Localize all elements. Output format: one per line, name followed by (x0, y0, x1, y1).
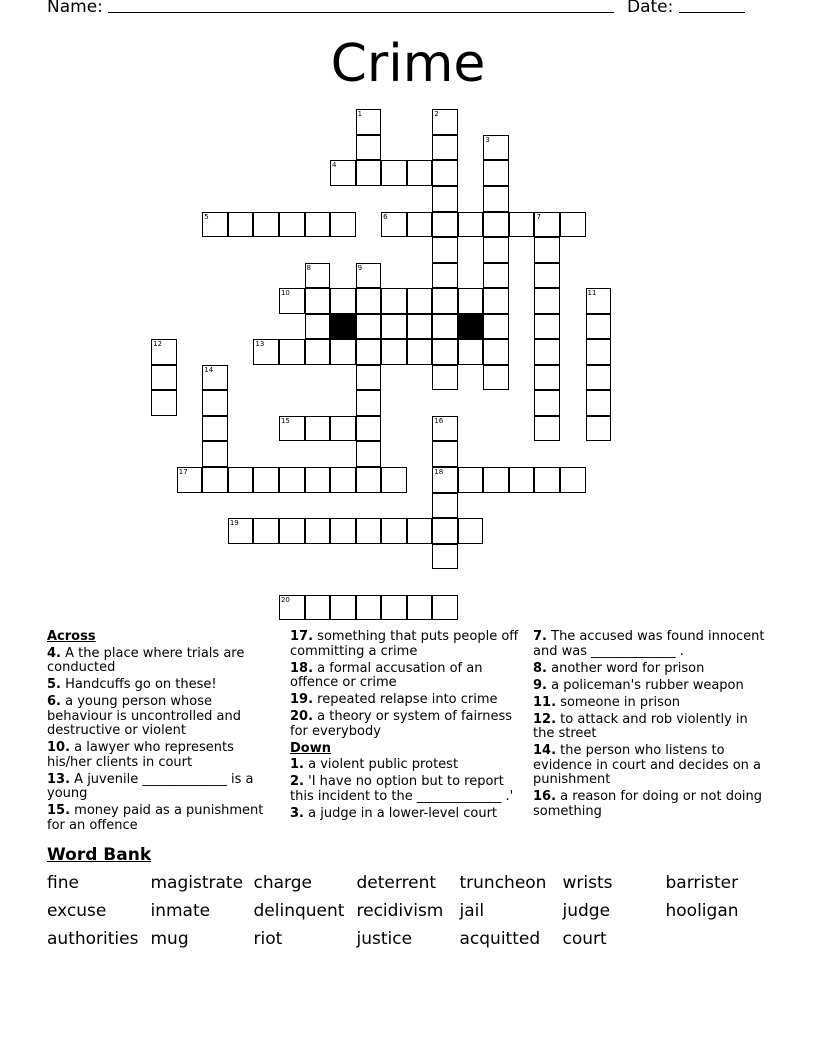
grid-cell[interactable] (432, 595, 458, 621)
grid-cell[interactable] (534, 212, 560, 238)
word-bank-word: mug (150, 929, 189, 949)
clue-number: 16 (434, 416, 444, 425)
grid-cell[interactable] (279, 467, 305, 493)
clue-across-4: 4. A the place where trials are conducted (47, 645, 245, 675)
clue-down-3: 3. a judge in a lower-level court (290, 805, 498, 821)
grid-cell[interactable] (381, 595, 407, 621)
word-bank-word: acquitted (459, 929, 541, 949)
grid-cell[interactable] (432, 416, 458, 442)
grid-cell[interactable] (534, 467, 560, 493)
grid-cell[interactable] (279, 339, 305, 365)
grid-cell[interactable] (534, 365, 560, 391)
word-bank-word: deterrent (356, 873, 437, 893)
grid-cell[interactable] (483, 314, 509, 340)
grid-cell[interactable] (432, 544, 458, 570)
grid-cell[interactable] (586, 390, 612, 416)
grid-cell[interactable] (151, 390, 177, 416)
grid-cell[interactable] (305, 467, 331, 493)
grid-cell[interactable] (407, 339, 433, 365)
grid-cell[interactable] (330, 595, 356, 621)
clue-number: 7 (536, 212, 541, 221)
grid-cell[interactable] (356, 518, 382, 544)
clue-number: 6 (383, 212, 388, 221)
grid-cell[interactable] (432, 467, 458, 493)
grid-cell[interactable] (202, 416, 228, 442)
grid-cell[interactable] (381, 212, 407, 238)
grid-cell[interactable] (305, 263, 331, 289)
grid-cell[interactable] (330, 160, 356, 186)
word-bank-word: barrister (665, 873, 739, 893)
grid-cell[interactable] (534, 339, 560, 365)
clue-across-10: 10. a lawyer who represents his/her clients in court (47, 740, 234, 770)
grid-cell[interactable] (432, 263, 458, 289)
grid-cell[interactable] (586, 339, 612, 365)
grid-cell[interactable] (586, 288, 612, 314)
grid-cell[interactable] (381, 314, 407, 340)
clue-number: 10 (280, 289, 290, 298)
grid-cell[interactable] (432, 288, 458, 314)
grid-cell[interactable] (228, 212, 254, 238)
grid-cell[interactable] (330, 212, 356, 238)
clue-down-16: 16. a reason for doing or not doing something (533, 789, 763, 819)
grid-cell[interactable] (202, 441, 228, 467)
grid-cell[interactable] (356, 441, 382, 467)
clue-down-7: 7. The accused was found innocent and was _____________ . (533, 629, 765, 659)
clue-number: 14 (204, 365, 214, 374)
clue-down-9: 9. a policeman's rubber weapon (533, 677, 744, 693)
grid-block (330, 314, 356, 340)
clue-number: 12 (153, 340, 163, 349)
grid-cell[interactable] (432, 212, 458, 238)
grid-cell[interactable] (279, 212, 305, 238)
grid-cell[interactable] (483, 339, 509, 365)
grid-cell[interactable] (432, 441, 458, 467)
grid-cell[interactable] (202, 365, 228, 391)
grid-cell[interactable] (458, 518, 484, 544)
clue-number: 9 (357, 263, 363, 272)
grid-cell[interactable] (432, 339, 458, 365)
grid-cell[interactable] (483, 212, 509, 238)
grid-cell[interactable] (279, 416, 305, 442)
grid-cell[interactable] (458, 288, 484, 314)
clue-down-12: 12. to attack and rob violently in the street (533, 711, 748, 741)
grid-cell[interactable] (381, 467, 407, 493)
clue-number: 2 (434, 110, 439, 119)
grid-cell[interactable] (458, 467, 484, 493)
clue-down-11: 11. someone in prison (533, 694, 681, 710)
across-heading: Across (47, 629, 96, 644)
grid-cell[interactable] (356, 467, 382, 493)
clue-number: 20 (280, 595, 290, 604)
grid-cell[interactable] (432, 109, 458, 135)
grid-cell[interactable] (253, 518, 279, 544)
grid-cell[interactable] (483, 467, 509, 493)
clue-down-14: 14. the person who listens to evidence in court and decides on a punishment (533, 743, 762, 787)
grid-cell[interactable] (356, 339, 382, 365)
grid-cell[interactable] (279, 518, 305, 544)
clue-number: 18 (434, 468, 444, 476)
word-bank-word: wrists (562, 873, 613, 893)
clue-number: 15 (280, 416, 290, 425)
grid-cell[interactable] (356, 390, 382, 416)
grid-cell[interactable] (305, 595, 331, 621)
clue-down-8: 8. another word for prison (533, 660, 705, 676)
grid-cell[interactable] (305, 314, 331, 340)
word-bank-word: judge (562, 901, 611, 921)
clue-number: 17 (178, 468, 188, 476)
grid-cell[interactable] (305, 518, 331, 544)
grid-cell[interactable] (432, 135, 458, 161)
clue-down-1: 1. a violent public protest (290, 757, 459, 772)
clue-across-17: 17. something that puts people off committing a crime (290, 629, 519, 659)
grid-cell[interactable] (483, 186, 509, 212)
down-heading: Down (290, 740, 331, 756)
grid-cell[interactable] (356, 135, 382, 161)
clue-across-6: 6. a young person whose behaviour is uncontrolled and destructive or violent (47, 694, 241, 738)
clue-across-15: 15. money paid as a punishment for an offence (47, 803, 264, 833)
grid-cell[interactable] (279, 595, 305, 621)
grid-cell[interactable] (483, 160, 509, 186)
grid-cell[interactable] (432, 493, 458, 519)
grid-cell[interactable] (407, 314, 433, 340)
grid-cell[interactable] (330, 467, 356, 493)
grid-cell[interactable] (356, 109, 382, 135)
grid-cell[interactable] (177, 467, 203, 493)
grid-cell[interactable] (586, 365, 612, 391)
grid-cell[interactable] (432, 186, 458, 212)
clues-column-1 (47, 630, 275, 836)
clues-column-2 (290, 630, 522, 824)
grid-cell[interactable] (330, 416, 356, 442)
word-bank-word: fine (47, 873, 79, 893)
name-label: Name: (47, 0, 103, 17)
grid-cell[interactable] (407, 288, 433, 314)
grid-cell[interactable] (432, 160, 458, 186)
clue-across-5: 5. Handcuffs go on these! (47, 677, 217, 692)
grid-cell[interactable] (560, 467, 586, 493)
grid-cell[interactable] (534, 416, 560, 442)
grid-cell[interactable] (407, 160, 433, 186)
word-bank-word: riot (253, 929, 283, 949)
grid-cell[interactable] (458, 339, 484, 365)
grid-cell[interactable] (586, 314, 612, 340)
grid-cell[interactable] (356, 263, 382, 289)
grid-cell[interactable] (432, 237, 458, 263)
clue-number: 13 (255, 340, 265, 349)
grid-cell[interactable] (202, 390, 228, 416)
date-label: Date: (627, 0, 674, 17)
word-bank-word: charge (253, 873, 312, 893)
grid-cell[interactable] (483, 263, 509, 289)
clue-number: 1 (357, 110, 363, 119)
grid-cell[interactable] (253, 212, 279, 238)
grid-cell[interactable] (330, 339, 356, 365)
grid-cell[interactable] (483, 288, 509, 314)
grid-cell[interactable] (534, 288, 560, 314)
grid-cell[interactable] (228, 467, 254, 493)
word-bank-word: authorities (47, 929, 139, 949)
word-bank-word: delinquent (253, 901, 345, 921)
grid-cell[interactable] (381, 339, 407, 365)
grid-cell[interactable] (356, 595, 382, 621)
grid-cell[interactable] (356, 416, 382, 442)
word-bank-word: court (562, 929, 607, 949)
grid-cell[interactable] (534, 237, 560, 263)
grid-cell[interactable] (483, 365, 509, 391)
word-bank-word: justice (356, 929, 413, 949)
clue-across-18: 18. a formal accusation of an offence or crime (290, 660, 483, 690)
grid-cell[interactable] (509, 467, 535, 493)
word-bank-word: hooligan (665, 901, 739, 921)
grid-cell[interactable] (483, 135, 509, 161)
grid-cell[interactable] (534, 390, 560, 416)
grid-cell[interactable] (279, 288, 305, 314)
grid-cell[interactable] (305, 212, 331, 238)
word-bank-word: truncheon (459, 873, 547, 893)
grid-cell[interactable] (228, 518, 254, 544)
grid-cell[interactable] (330, 518, 356, 544)
clues-column-3 (533, 630, 768, 822)
grid-cell[interactable] (483, 237, 509, 263)
word-bank-word: jail (459, 901, 485, 921)
grid-cell[interactable] (202, 212, 228, 238)
grid-cell[interactable] (151, 339, 177, 365)
grid-cell[interactable] (560, 212, 586, 238)
clue-number: 19 (229, 519, 239, 528)
grid-cell[interactable] (356, 160, 382, 186)
grid-block (458, 314, 484, 340)
clue-number: 8 (306, 263, 311, 272)
grid-cell[interactable] (407, 212, 433, 238)
grid-cell[interactable] (305, 416, 331, 442)
word-bank-word: excuse (47, 901, 107, 921)
grid-cell[interactable] (305, 339, 331, 365)
page-title: Crime (330, 34, 486, 94)
word-bank-title: Word Bank (47, 845, 152, 865)
grid-cell[interactable] (509, 212, 535, 238)
grid-cell[interactable] (381, 288, 407, 314)
grid-cell[interactable] (356, 365, 382, 391)
grid-cell[interactable] (253, 467, 279, 493)
word-bank-word: magistrate (150, 873, 244, 893)
grid-cell[interactable] (407, 595, 433, 621)
grid-cell[interactable] (253, 339, 279, 365)
grid-cell[interactable] (381, 160, 407, 186)
grid-cell[interactable] (432, 518, 458, 544)
grid-cell[interactable] (534, 263, 560, 289)
clue-down-2: 2. 'I have no option but to report this incident to the _____________ .' (290, 774, 514, 804)
clue-number: 3 (485, 135, 490, 144)
grid-cell[interactable] (432, 365, 458, 391)
word-bank-word: recidivism (356, 901, 444, 921)
grid-cell[interactable] (534, 314, 560, 340)
grid-cell[interactable] (458, 212, 484, 238)
grid-cell[interactable] (356, 288, 382, 314)
clue-across-13: 13. A juvenile _____________ is a young (47, 771, 254, 801)
word-bank-word: inmate (150, 901, 211, 921)
clue-number: 11 (587, 289, 597, 298)
clue-number: 4 (332, 161, 337, 170)
grid-cell[interactable] (407, 518, 433, 544)
clue-across-19: 19. repeated relapse into crime (290, 692, 498, 707)
grid-cell[interactable] (381, 518, 407, 544)
grid-cell[interactable] (432, 314, 458, 340)
grid-cell[interactable] (202, 467, 228, 493)
clue-across-20: 20. a theory or system of fairness for everybody (290, 709, 513, 739)
grid-cell[interactable] (305, 288, 331, 314)
grid-cell[interactable] (356, 314, 382, 340)
grid-cell[interactable] (330, 288, 356, 314)
grid-cell[interactable] (586, 416, 612, 442)
clue-number: 5 (204, 212, 209, 221)
grid-cell[interactable] (151, 365, 177, 391)
